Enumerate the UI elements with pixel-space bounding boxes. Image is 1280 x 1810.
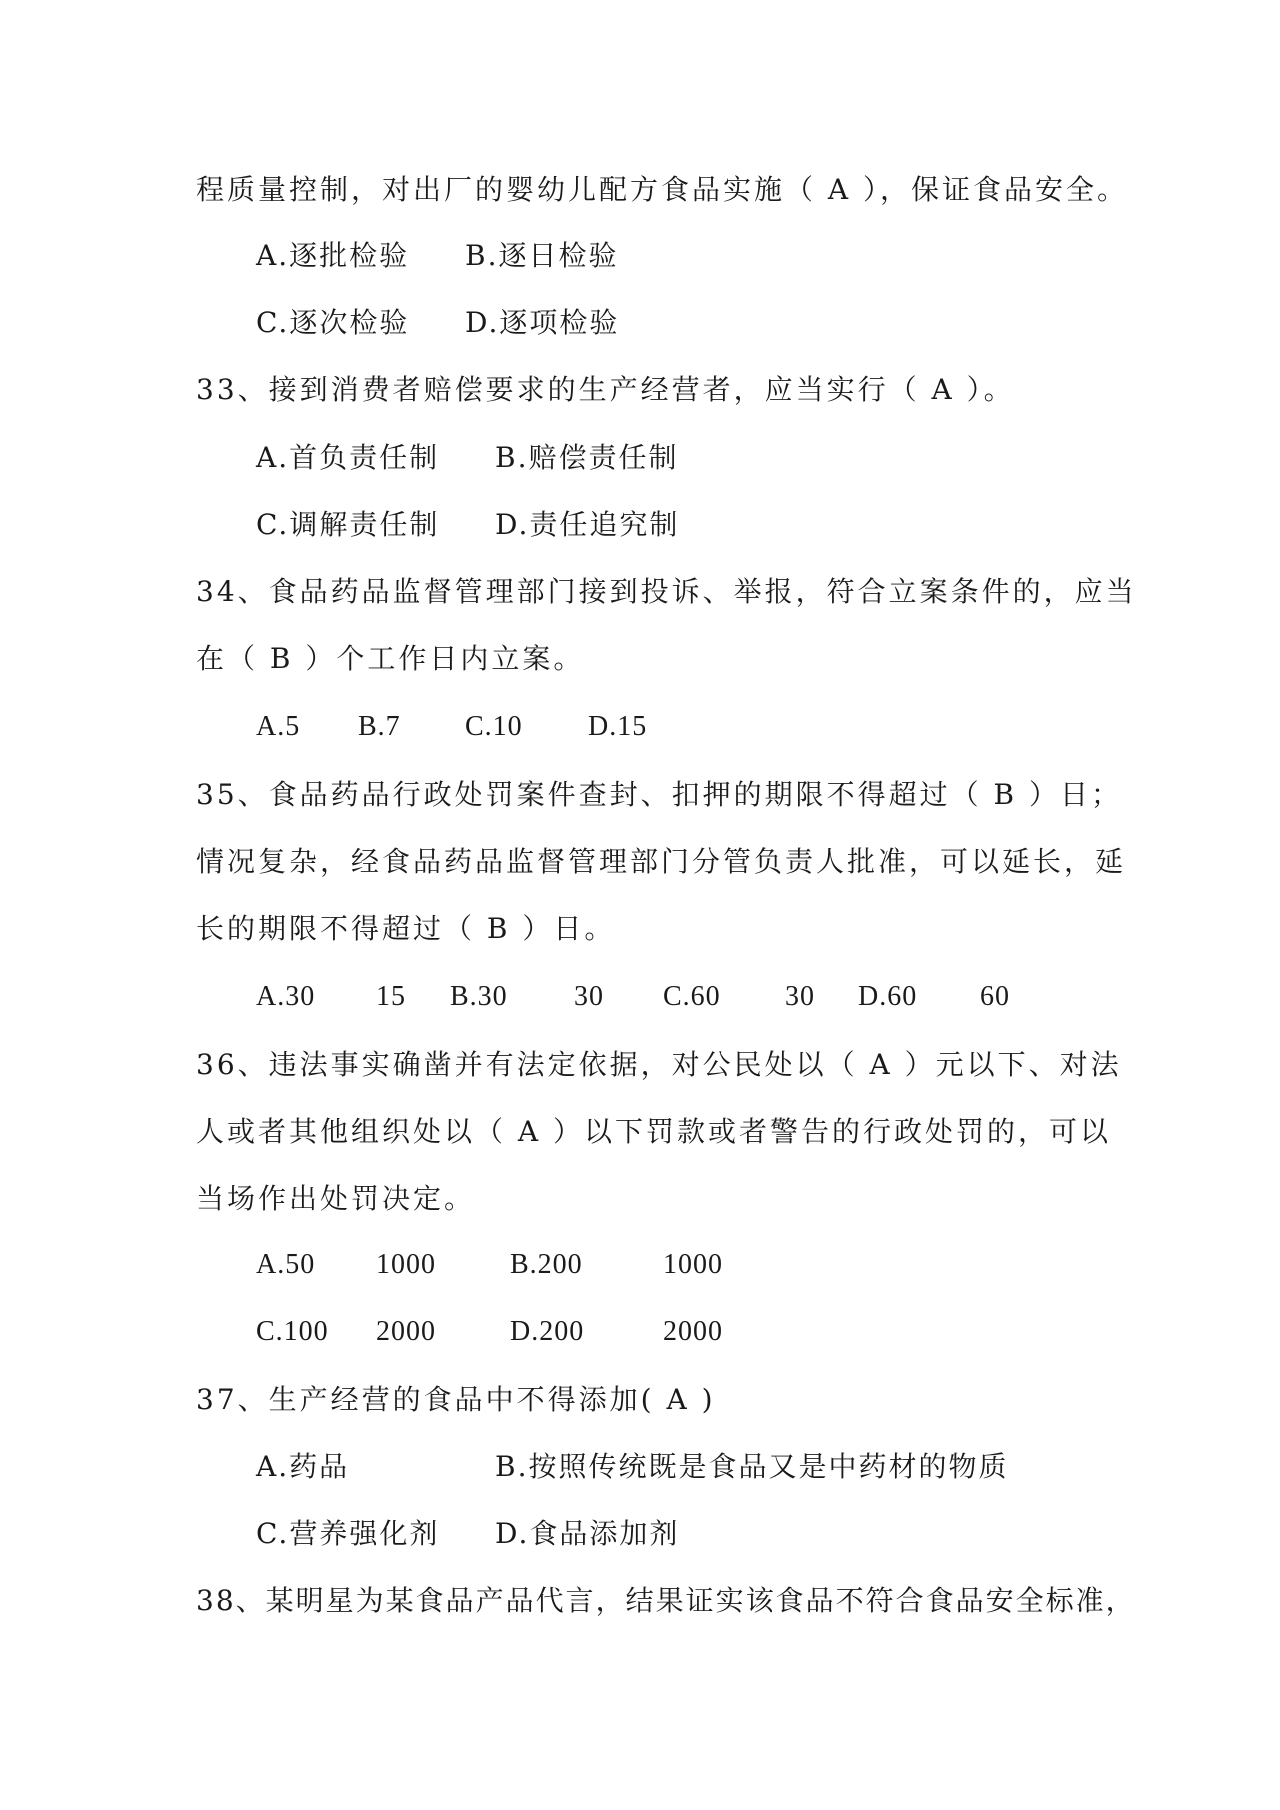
q34-option-d: D.15 [588,711,648,742]
question-37: 37、生产经营的食品中不得添加( A ) [196,1383,716,1416]
q33-option-c: C.调解责任制 [256,508,440,541]
q32-option-c: C.逐次检验 [256,306,410,339]
q32-option-d: D.逐项检验 [465,306,620,339]
q36-option-c-second: 2000 [376,1316,436,1347]
q35-option-c-second: 30 [785,981,815,1012]
q32-option-a: A.逐批检验 [256,239,410,272]
q35-option-a: A.30 [256,981,316,1012]
question-38-line-1: 38、某明星为某食品产品代言，结果证实该食品不符合食品安全标准， [196,1584,1136,1617]
q35-option-b: B.30 [450,981,508,1012]
q37-option-a: A.药品 [256,1450,350,1483]
question-36-line-3: 当场作出处罚决定。 [196,1182,476,1215]
question-36-line-2: 人或者其他组织处以（ A ）以下罚款或者警告的行政处罚的，可以 [196,1115,1112,1148]
q35-option-a-second: 15 [376,981,406,1012]
q36-option-a: A.50 [256,1249,316,1280]
q36-option-b: B.200 [510,1249,583,1280]
question-35-line-1: 35、食品药品行政处罚案件查封、扣押的期限不得超过（ B ）日； [196,778,1123,811]
q35-option-c: C.60 [663,981,721,1012]
question-32-stem-end: 程质量控制，对出厂的婴幼儿配方食品实施（ A ），保证食品安全。 [196,173,1129,206]
q37-option-c: C.营养强化剂 [256,1517,440,1550]
q35-option-b-second: 30 [574,981,604,1012]
q35-option-d-second: 60 [980,981,1010,1012]
q36-option-c: C.100 [256,1316,329,1347]
q37-option-b: B.按照传统既是食品又是中药材的物质 [495,1450,1009,1483]
q33-option-d: D.责任追究制 [495,508,680,541]
q34-option-b: B.7 [358,711,401,742]
question-35-line-3: 长的期限不得超过（ B ）日。 [196,912,616,945]
question-36-line-1: 36、违法事实确凿并有法定依据，对公民处以（ A ）元以下、对法 [196,1048,1122,1081]
q36-option-b-second: 1000 [663,1249,723,1280]
question-35-line-2: 情况复杂，经食品药品监督管理部门分管负责人批准，可以延长，延 [196,845,1127,878]
q35-option-d: D.60 [858,981,918,1012]
question-33: 33、接到消费者赔偿要求的生产经营者，应当实行（ A ）。 [196,373,1015,406]
q36-option-d: D.200 [510,1316,585,1347]
q36-option-d-second: 2000 [663,1316,723,1347]
question-34-line-1: 34、食品药品监督管理部门接到投诉、举报，符合立案条件的，应当 [196,575,1137,608]
q34-option-a: A.5 [256,711,301,742]
q32-option-b: B.逐日检验 [465,239,619,272]
question-34-line-2: 在（ B ）个工作日内立案。 [196,642,585,675]
q37-option-d: D.食品添加剂 [495,1517,680,1550]
q33-option-b: B.赔偿责任制 [495,441,679,474]
q33-option-a: A.首负责任制 [256,441,440,474]
q34-option-c: C.10 [465,711,523,742]
q36-option-a-second: 1000 [376,1249,436,1280]
